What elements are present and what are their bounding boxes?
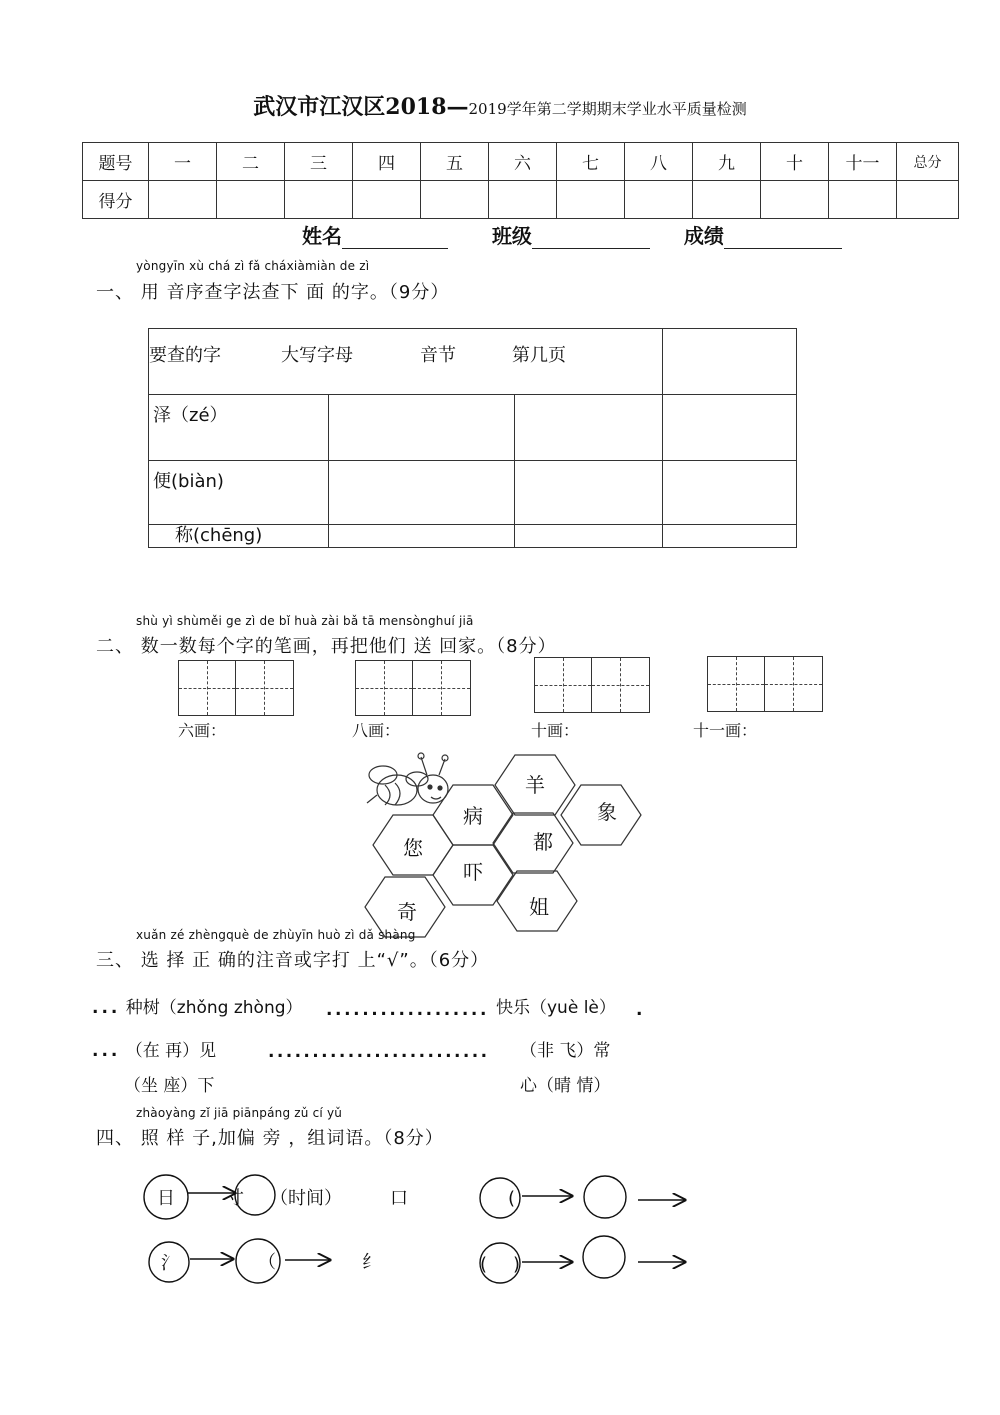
lookup-header [149, 329, 663, 395]
char-paren: （ [258, 1252, 276, 1273]
lookup-cell[interactable] [663, 461, 797, 525]
label-eight-strokes: 八画： [352, 721, 401, 740]
q3-item-zaijian[interactable]: （在 再）见 [125, 1041, 217, 1061]
dotted-line: ......................... [268, 1042, 490, 1062]
score-label: 得分 [83, 181, 149, 219]
writing-grid-ten[interactable] [534, 657, 650, 713]
score-cell[interactable] [625, 181, 693, 219]
char-silk-radical: 纟 [362, 1252, 380, 1273]
q3-item-yuele[interactable]: 快乐（yuè lè） [496, 998, 616, 1018]
col-3: 三 [285, 143, 353, 181]
score-header-row [83, 143, 959, 181]
char-water-radical: 氵 [161, 1253, 179, 1274]
student-info [302, 220, 842, 249]
row-char-cheng: 称(chēng) [149, 525, 329, 548]
row-char-bian: 便(biàn) [149, 461, 329, 525]
col-6: 六 [489, 143, 557, 181]
hex-char-qi: 奇 [397, 900, 417, 924]
header-letter: 大写字母 [281, 345, 353, 366]
score-cell[interactable] [557, 181, 625, 219]
total-label: 总分 [897, 143, 959, 181]
score-cell[interactable] [693, 181, 761, 219]
q4-pinyin: zhàoyàng zǐ jiā piānpáng zǔ cí yǔ [136, 1106, 343, 1120]
name-label: 姓名 [302, 224, 342, 248]
lookup-cell[interactable] [329, 395, 515, 461]
title-main: 武汉市江汉区2018— [253, 94, 469, 120]
example-word: （时间） [270, 1188, 342, 1209]
lookup-cell[interactable] [329, 525, 515, 548]
col-5: 五 [421, 143, 489, 181]
col-11: 十一 [829, 143, 897, 181]
dotted-mark: ... [92, 1041, 121, 1061]
title-rest: 2019学年第二学期期末学业水平质量检测 [468, 100, 747, 118]
col-4: 四 [353, 143, 421, 181]
label-eleven-strokes: 十一画： [693, 721, 758, 740]
score-cell[interactable] [217, 181, 285, 219]
score-table [82, 142, 959, 219]
q3-item-zhong[interactable]: 种树（zhǒng zhòng） [125, 998, 303, 1018]
col-2: 二 [217, 143, 285, 181]
circle-slot [584, 1176, 626, 1218]
col-1: 一 [149, 143, 217, 181]
class-field[interactable] [532, 228, 650, 249]
writing-grid-eight[interactable] [355, 660, 471, 716]
dotted-line: .................. [326, 1000, 490, 1020]
label-ten-strokes: 十画： [531, 721, 580, 740]
writing-grid-eleven[interactable] [707, 656, 823, 712]
name-field[interactable] [342, 228, 448, 249]
paren-mark: ) [513, 1254, 521, 1275]
hex-char-yang: 羊 [525, 773, 545, 797]
paren-mark: ( [508, 1188, 516, 1209]
score-cell[interactable] [285, 181, 353, 219]
q4-title: 四、 照 样 子,加偏 旁 ，组词语。（8分） [96, 1128, 444, 1149]
col-10: 十 [761, 143, 829, 181]
q1-title: 一、 用 音序查字法查下 面 的字。（9分） [96, 282, 450, 303]
header-page: 第几页 [512, 345, 566, 366]
q2-title: 二、 数一数每个字的笔画，再把他们 送 回家。（8分） [96, 636, 557, 657]
hex-char-xia: 吓 [463, 860, 483, 884]
q1-pinyin: yòngyīn xù chá zì fǎ cháxiàmiàn de zì [136, 259, 370, 273]
char-kou: 口 [390, 1188, 408, 1209]
label-six-strokes: 六画： [178, 721, 227, 740]
header-syllable: 音节 [420, 345, 456, 366]
char-cun: 寸 [226, 1188, 244, 1209]
hex-char-bing: 病 [463, 804, 483, 828]
q3-item-feichang[interactable]: （非 飞）常 [520, 1041, 611, 1061]
hex-char-nin: 您 [403, 836, 423, 860]
q3-item-xinqing[interactable]: 心（晴 情） [520, 1076, 611, 1096]
score-cell[interactable] [421, 181, 489, 219]
lookup-table [148, 328, 797, 548]
score-value-row [83, 181, 959, 219]
lookup-cell[interactable] [663, 525, 797, 548]
header-char: 要查的字 [149, 345, 221, 366]
col-8: 八 [625, 143, 693, 181]
paren-mark: ( [480, 1254, 488, 1275]
row-char-ze: 泽（zé） [149, 395, 329, 461]
page-title [0, 90, 1000, 121]
score-cell[interactable] [897, 181, 959, 219]
q2-pinyin: shù yì shùměi ge zì de bǐ huà zài bǎ tā mensònghuí jiā [136, 614, 474, 628]
score-cell[interactable] [829, 181, 897, 219]
hex-char-dou: 都 [533, 830, 553, 854]
writing-grid-six[interactable] [178, 660, 294, 716]
dotted-mark: . [636, 1000, 646, 1020]
char-ri: 日 [157, 1188, 175, 1209]
lookup-cell[interactable] [329, 461, 515, 525]
radical-exercise [140, 1160, 700, 1290]
header-label: 题号 [83, 143, 149, 181]
score-cell[interactable] [761, 181, 829, 219]
score-cell[interactable] [489, 181, 557, 219]
hex-char-xiang: 象 [597, 800, 617, 824]
lookup-cell[interactable] [515, 461, 663, 525]
q3-title: 三、 选 择 正 确的注音或字打 上“√”。（6分） [96, 950, 490, 971]
q3-line-1 [92, 993, 303, 1018]
hex-char-jie: 姐 [529, 895, 549, 919]
score-cell[interactable] [149, 181, 217, 219]
circle-slot [583, 1236, 625, 1278]
col-9: 九 [693, 143, 761, 181]
col-7: 七 [557, 143, 625, 181]
class-label: 班级 [491, 224, 532, 248]
lookup-cell[interactable] [663, 329, 797, 395]
q3-item-zuoxia[interactable]: （坐 座）下 [124, 1076, 215, 1096]
grade-field[interactable] [724, 228, 842, 249]
bee-icon [367, 753, 448, 805]
score-cell[interactable] [353, 181, 421, 219]
lookup-cell[interactable] [515, 395, 663, 461]
honeycomb [355, 745, 665, 945]
grade-label: 成绩 [683, 224, 724, 248]
dotted-mark: ... [92, 998, 121, 1018]
lookup-cell[interactable] [663, 395, 797, 461]
q3-line-2 [92, 1036, 216, 1061]
lookup-cell[interactable] [515, 525, 663, 548]
q3-pinyin: xuǎn zé zhèngquè de zhùyīn huò zì dǎ shàng [136, 928, 416, 942]
